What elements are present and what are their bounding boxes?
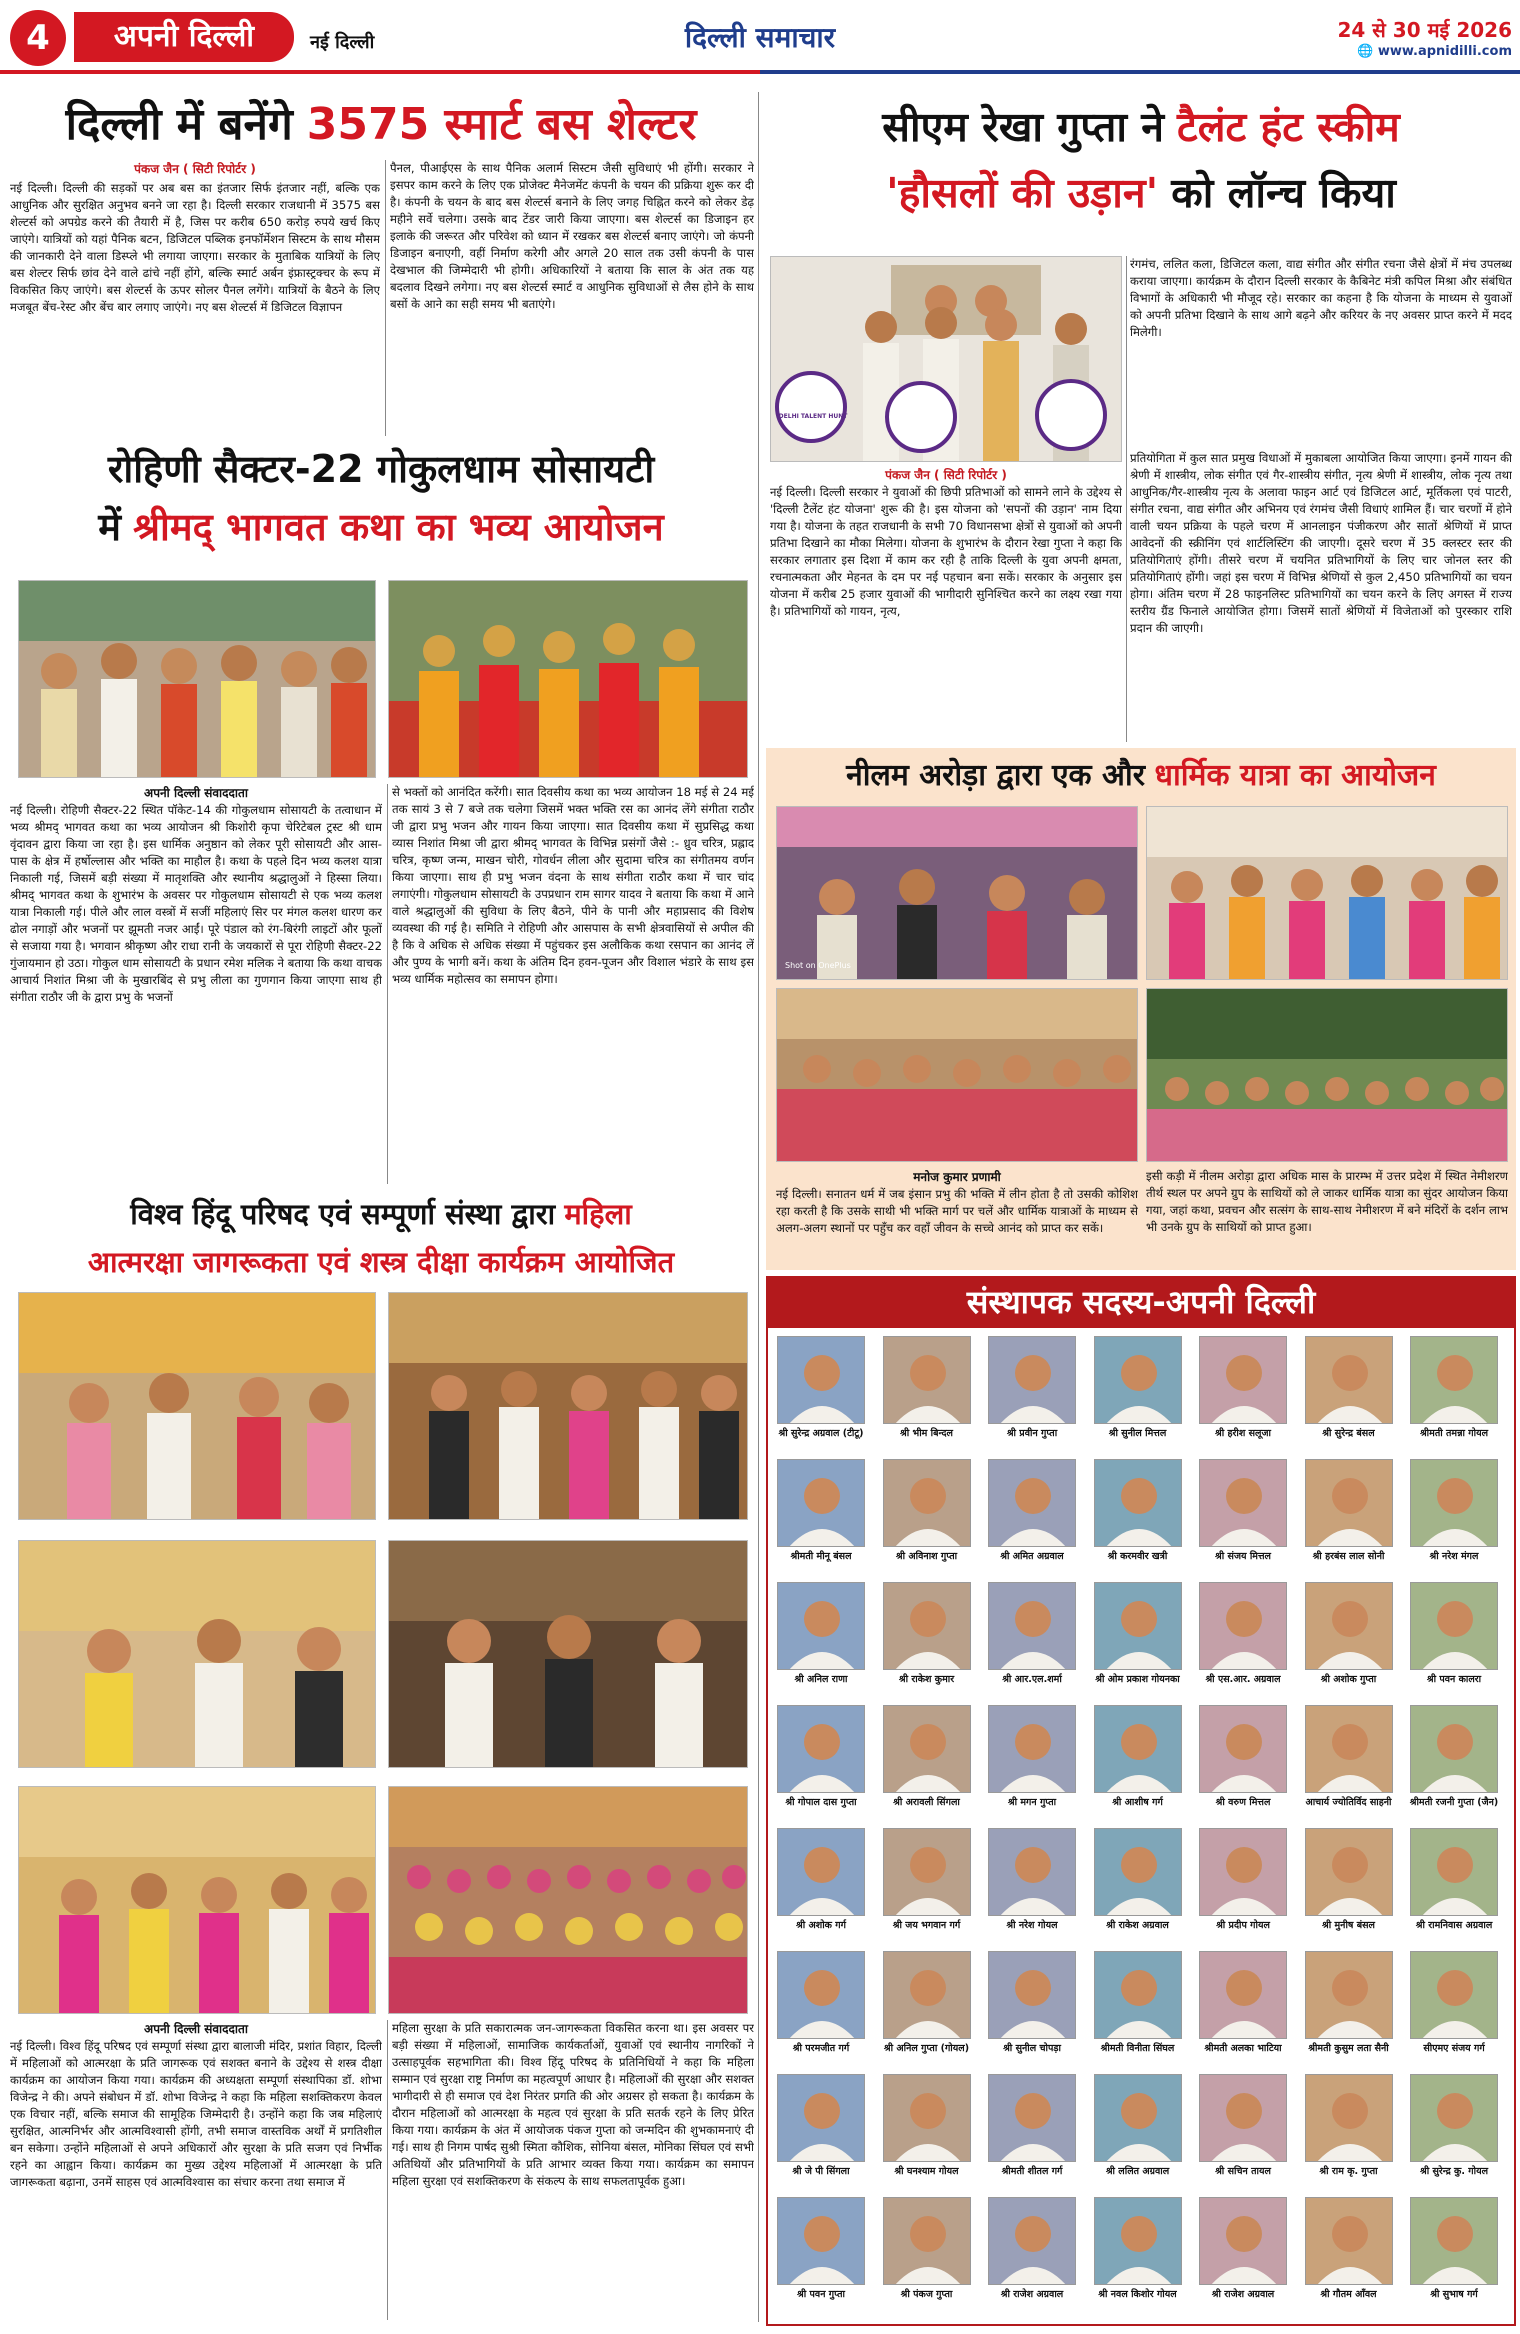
member-photo <box>1199 1336 1287 1424</box>
member-card <box>1300 1336 1398 1448</box>
member-photo <box>1305 2197 1393 2285</box>
member-name: आचार्य ज्योतिर्विद साहनी <box>1305 1797 1392 1808</box>
member-name: श्रीमती शीतल गर्ग <box>1001 2166 1063 2177</box>
story4-headline-line1-red: टैलंट हंट स्कीम <box>1177 103 1400 151</box>
website <box>1290 44 1512 59</box>
story1-col2: पैनल, पीआईएस के साथ पैनिक अलार्म सिस्टम जैसी सुविधाएं भी होंगी। सरकार ने इसपर काम करने के लिए एक प्रोजेक्ट मैनेजमेंट कंपनी के चयन की प्रक्रिया शुरू कर दी है। कंपनी के चयन के बाद बस शेल्टर्स बनाने के लिए जगह चिह्नित करने को लेकर डेढ़ महीने सर्वे चलेगा। उसके बाद टेंडर जारी किया जाएगा। बस शेल्टर्स का डिजाइन हर इलाके की जरूरत और परिवेश को ध्यान में रखकर बस शेल्टर्स बनाए जाएंगे। जो कंपनी डिजाइन बनाएगी, वहीं निर्माण करेगी और अगले 20 साल तक उसी कंपनी के पास देखभाल की जिम्मेदारी भी होगी। अधिकारियों ने बताया कि साल के अंत तक यह बदलाव दिखने लगेगा। नए बस शेल्टर्स स्मार्ट व आधुनिक सुविधाओं से लैस होने के साथ बसों के आने का सही समय भी बताएंगे। <box>390 161 754 311</box>
member-card <box>1089 2074 1187 2186</box>
story2-photo-kalash-yatra-1 <box>18 580 376 778</box>
member-card <box>983 1705 1081 1817</box>
member-name: श्री रामनिवास अग्रवाल <box>1415 1920 1493 1931</box>
member-photo <box>777 1459 865 1547</box>
story5-headline-black: नीलम अरोड़ा द्वारा एक और <box>846 758 1145 793</box>
member-name: श्री ललित अग्रवाल <box>1105 2166 1170 2177</box>
member-name: श्री सुरेन्द्र बंसल <box>1322 1428 1375 1439</box>
member-name: श्री अनिल राणा <box>794 1674 848 1685</box>
story4-headline-line2-red: 'हौसलों की उड़ान' <box>886 169 1159 217</box>
member-card <box>1194 2197 1292 2309</box>
paper-name: दिल्ली समाचार <box>684 21 836 54</box>
story5-photo-caption: Shot on OnePlus <box>785 961 851 970</box>
member-card <box>772 1336 870 1448</box>
story5-headline-red: धार्मिक यात्रा का आयोजन <box>1154 758 1436 793</box>
member-name: श्री राम कृ. गुप्ता <box>1319 2166 1378 2177</box>
member-card <box>772 1828 870 1940</box>
member-card <box>1405 2074 1503 2186</box>
member-card <box>878 1459 976 1571</box>
member-name: श्री आशीष गर्ग <box>1112 1797 1163 1808</box>
member-name: श्री नरेश मंगल <box>1429 1551 1479 1562</box>
member-name: श्री पवन कालरा <box>1426 1674 1482 1685</box>
member-name: श्रीमती तमन्ना गोयल <box>1419 1428 1489 1439</box>
member-photo <box>1094 1828 1182 1916</box>
member-card <box>1300 1582 1398 1694</box>
member-name: श्री अशोक गर्ग <box>796 1920 846 1931</box>
story1-headline-red: 3575 स्मार्ट बस शेल्टर <box>306 99 697 150</box>
member-card <box>1194 1705 1292 1817</box>
story4-headline-line1-black: सीएम रेखा गुप्ता ने <box>882 103 1164 151</box>
member-card <box>1300 2074 1398 2186</box>
member-photo <box>1410 1459 1498 1547</box>
member-name: श्री ओम प्रकाश गोयनका <box>1095 1674 1180 1685</box>
section-title: अपनी दिल्ली <box>74 12 294 62</box>
member-photo <box>1199 2197 1287 2285</box>
member-photo <box>883 1582 971 1670</box>
member-name: श्री सुभाष गर्ग <box>1430 2289 1478 2300</box>
member-card <box>772 1459 870 1571</box>
member-photo <box>1410 1336 1498 1424</box>
story3-divider <box>387 2020 388 2320</box>
member-card <box>1089 1951 1187 2063</box>
page-number-circle: 4 <box>10 10 66 66</box>
member-photo <box>1094 1459 1182 1547</box>
member-photo <box>1199 1459 1287 1547</box>
member-photo <box>1305 1582 1393 1670</box>
member-photo <box>777 1705 865 1793</box>
story5-col1: नई दिल्ली। सनातन धर्म में जब इंसान प्रभु की भक्ति में लीन होता है तो उसकी कोशिश रहा करती है कि उसके साथी भी भक्ति मार्ग पर चलें और धार्मिक यात्राओं के माध्यम से अलग-अलग स्थानों पर पहुँच कर वहाँ जीवन के सच्चे आनंद को प्राप्त कर सकें। <box>776 1187 1138 1235</box>
member-photo <box>1305 1459 1393 1547</box>
member-card <box>1405 1459 1503 1571</box>
member-photo <box>1199 2074 1287 2162</box>
member-name: श्री हरबंस लाल सोनी <box>1312 1551 1385 1562</box>
member-photo <box>1410 1582 1498 1670</box>
member-photo <box>988 1336 1076 1424</box>
member-name: श्री सुनील चोपड़ा <box>1003 2043 1061 2054</box>
member-card <box>1300 1705 1398 1817</box>
story4-headline-line2-black: को लॉन्च किया <box>1171 169 1396 217</box>
member-name: श्री गोपाल दास गुप्ता <box>785 1797 857 1808</box>
member-photo <box>988 1828 1076 1916</box>
story3-photo-5 <box>18 1786 376 2014</box>
member-card <box>1405 1582 1503 1694</box>
story2-col2: से भक्तों को आनंदित करेंगी। सात दिवसीय कथा का भव्य आयोजन 18 मई से 24 मई तक सायं 3 से 7 बजे तक चलेगा जिसमें भक्त भक्ति रस का आनंद लेंगे संगीता राठौर जी द्वारा प्रभु भजन और गायन किया जाएगा। सात दिवसीय कथा में सुप्रसिद्ध कथा व्यास निशांत मिश्रा जी द्वारा श्रीमद् भागवत के विभिन्न प्रसंगों जैसे :- ध्रुव चरित्र, प्रह्लाद चरित्र, कृष्ण जन्म, माखन चोरी, गोवर्धन लीला और सुदामा चरित्र का संगीतमय वर्णन किया जाएगा। साथ ही प्रभु भजन वंदना के साथ संगीता राठौर कथा में चार चांद लगाएंगी। गोकुलधाम सोसायटी के उपप्रधान राम सागर यादव ने बताया कि कथा में आने वाले श्रद्धालुओं की सुविधा के लिए बैठने, पीने के पानी और महाप्रसाद की विशेष व्यवस्था की गई है। समिति ने रोहिणी और आसपास के सभी क्षेत्रवासियों से अपील की है कि वे अधिक से अधिक संख्या में पहुंचकर इस अलौकिक कथा रसपान का आनंद लें और पुण्य के भागी बनें। कथा के अंतिम दिन हवन-पूजन और विशाल भंडारे के साथ इस भव्य धार्मिक महोत्सव का समापन होगा। <box>392 785 754 986</box>
member-name: श्री संजय मित्तल <box>1215 1551 1271 1562</box>
member-name: श्री एस.आर. अग्रवाल <box>1205 1674 1281 1685</box>
member-card <box>878 2197 976 2309</box>
member-photo <box>883 2074 971 2162</box>
member-photo <box>1410 1951 1498 2039</box>
member-photo <box>988 1705 1076 1793</box>
member-photo <box>1094 1336 1182 1424</box>
member-card <box>1194 1336 1292 1448</box>
member-name: श्रीमती अलका भाटिया <box>1204 2043 1282 2054</box>
member-photo <box>1094 1582 1182 1670</box>
member-photo <box>1305 1336 1393 1424</box>
story2-col1: नई दिल्ली। रोहिणी सैक्टर-22 स्थित पॉकेट-14 की गोकुलधाम सोसायटी के तत्वाधान में भव्य श्रीमद् भागवत कथा का भव्य आयोजन श्री किशोरी कृपा चेरिटेबल ट्रस्ट श्री धाम वृंदावन द्वारा किया जा रहा है। इस धार्मिक अनुष्ठान को लेकर पूरी सोसायटी और आस-पास के क्षेत्र में हर्षोल्लास और भक्ति का माहौल है। कथा के पहले दिन भव्य कलश यात्रा निकाली गई, जिसमें बड़ी संख्या में मातृशक्ति और स्थानीय श्रद्धालुओं ने हिस्सा लिया। श्रीमद् भागवत कथा के शुभारंभ के अवसर पर गोकुलधाम सोसायटी से एक भव्य कलश यात्रा निकाली गई। पीले और लाल वस्त्रों में सजीं महिलाएं सिर पर मंगल कलश धारण कर ढोल नगाड़ों और भजनों पर झूमती नजर आईं। पूरे पंडाल को रंग-बिरंगी लाइटों और फूलों से सजाया गया है। भगवान श्रीकृष्ण और राधा रानी के जयकारों से पूरा रोहिणी सैक्टर-22 गुंजायमान हो उठा। गोकुल धाम सोसायटी के प्रधान रमेश मलिक ने बताया कि कथा वाचक आचार्य निशांत मिश्रा जी के मुखारबिंद से प्रभु लीला का गुणगान किया जाएगा साथ ही संगीता राठौर जी के द्वारा प्रभु के भजनों <box>10 803 382 1004</box>
member-card <box>1089 2197 1187 2309</box>
story4-col-top: रंगमंच, ललित कला, डिजिटल कला, वाद्य संगीत और संगीत रचना जैसे क्षेत्रों में मंच उपलब्ध कराया जाएगा। कार्यक्रम के दौरान दिल्ली सरकार के कैबिनेट मंत्री कपिल मिश्रा और संबंधित विभागों के अधिकारी भी मौजूद रहे। सरकार का कहना है कि योजना के माध्यम से युवाओं को अपनी प्रतिभा दिखाने के साथ आगे बढ़ने और करियर के नए अवसर प्राप्त करने में मदद मिलेगी। <box>1130 257 1512 339</box>
member-name: श्री घनश्याम गोयल <box>894 2166 959 2177</box>
members-title: संस्थापक सदस्य-अपनी दिल्ली <box>766 1276 1516 1328</box>
member-photo <box>1094 1951 1182 2039</box>
member-name: श्री राजेश अग्रवाल <box>1000 2289 1064 2300</box>
member-card <box>878 1705 976 1817</box>
member-photo <box>1305 1828 1393 1916</box>
member-name: श्री अनिल गुप्ता (गोयल) <box>883 2043 970 2054</box>
story5-col2: इसी कड़ी में नीलम अरोड़ा द्वारा अधिक मास के प्रारम्भ में उत्तर प्रदेश में स्थित नेमीशरण तीर्थ स्थल पर अपने ग्रुप के साथियों को ले जाकर धार्मिक यात्रा का सुंदर आयोजन किया गया, जहां कथा, प्रवचन और सत्संग के साथ-साथ नेमीशरण में बने मंदिरों के दर्शन लाभ भी उनके ग्रुप के साथियों को प्राप्त हुआ। <box>1146 1169 1508 1234</box>
member-card <box>878 1951 976 2063</box>
member-name: श्री आर.एल.शर्मा <box>1002 1674 1062 1685</box>
member-photo <box>883 1459 971 1547</box>
member-card <box>1194 1459 1292 1571</box>
story1-headline <box>10 94 752 156</box>
member-name: श्री अशोक गुप्ता <box>1320 1674 1377 1685</box>
member-card <box>1300 1951 1398 2063</box>
story3-photo-6 <box>388 1786 748 2014</box>
member-name: श्रीमती रजनी गुप्ता (जैन) <box>1409 1797 1499 1808</box>
member-card <box>878 1828 976 1940</box>
masthead-red-bar <box>0 70 760 74</box>
member-name: श्री पवन गुप्ता <box>797 2289 845 2300</box>
story2-divider <box>387 784 388 1184</box>
member-name: श्री भीम बिन्दल <box>900 1428 953 1439</box>
member-name: श्रीमती विनीता सिंघल <box>1100 2043 1175 2054</box>
member-photo <box>1094 2197 1182 2285</box>
story3-headline <box>10 1190 752 1286</box>
member-card <box>1405 1336 1503 1448</box>
story3-col1: नई दिल्ली। विश्व हिंदू परिषद एवं सम्पूर्णा संस्था द्वारा बालाजी मंदिर, प्रशांत विहार, दिल्ली में महिलाओं को आत्मरक्षा के प्रति जागरूक एवं सशक्त बनाने के उद्देश्य से शस्त्र दीक्षा कार्यक्रम का आयोजन किया गया। कार्यक्रम की अध्यक्षता सम्पूर्णा संस्थापिका डॉ. शोभा विजेन्द्र ने की। अपने संबोधन में डॉ. शोभा विजेन्द्र ने कहा कि महिला सशक्तिकरण केवल एक विचार नहीं, बल्कि समाज की सामूहिक जिम्मेदारी है। उन्होंने कहा कि जब महिलाएं सुरक्षित, आत्मनिर्भर और आत्मविश्वासी होंगी, तभी समाज वास्तविक अर्थों में प्रगतिशील बन सकेगा। उन्होंने महिलाओं से अपने अधिकारों और सुरक्षा के प्रति सजग एवं निर्भीक रहने का आह्वान किया। कार्यक्रम का मुख्य उद्देश्य महिलाओं में आत्मरक्षा के प्रति जागरूकता बढ़ाना, उनमें साहस एवं आत्मविश्वास का संचार करना तथा समाज में <box>10 2039 382 2189</box>
member-card <box>878 1336 976 1448</box>
story4-photo-sign: DELHI TALENT HUNT <box>778 413 848 420</box>
member-name: श्री मुनीष बंसल <box>1322 1920 1375 1931</box>
member-card <box>983 1828 1081 1940</box>
member-photo <box>777 1582 865 1670</box>
member-card <box>1089 1828 1187 1940</box>
member-card <box>1089 1459 1187 1571</box>
story3-photo-4 <box>388 1540 748 1768</box>
member-name: श्री सुनील मित्तल <box>1108 1428 1167 1439</box>
member-name: श्री गौतम आँवल <box>1320 2289 1377 2300</box>
member-photo <box>1199 1828 1287 1916</box>
story4-divider <box>1126 256 1127 742</box>
member-photo <box>988 2197 1076 2285</box>
member-card <box>1194 1951 1292 2063</box>
story4-photo-launch <box>770 256 1122 462</box>
member-photo <box>1199 1951 1287 2039</box>
member-card <box>1300 2197 1398 2309</box>
member-photo <box>777 1336 865 1424</box>
member-photo <box>883 1705 971 1793</box>
member-name: श्री सुरेन्द्र कु. गोयल <box>1419 2166 1489 2177</box>
member-card <box>878 2074 976 2186</box>
member-card <box>983 1951 1081 2063</box>
story1-byline: पंकज जैन ( सिटी रिपोर्टर ) <box>134 162 256 176</box>
member-card <box>1405 1951 1503 2063</box>
member-photo <box>883 1828 971 1916</box>
member-name: श्री मगन गुप्ता <box>1007 1797 1057 1808</box>
member-photo <box>988 1459 1076 1547</box>
member-card <box>878 1582 976 1694</box>
column-divider <box>758 92 759 2322</box>
member-photo <box>883 1336 971 1424</box>
story5-photo-3 <box>776 988 1138 1162</box>
city-label: नई दिल्ली <box>310 32 375 53</box>
member-card <box>772 1951 870 2063</box>
story1-divider <box>385 160 386 436</box>
member-card <box>1089 1705 1187 1817</box>
member-name: श्रीमती मीनू बंसल <box>790 1551 852 1562</box>
story4-headline <box>770 94 1512 226</box>
member-photo <box>1094 1705 1182 1793</box>
story5-photo-2 <box>1146 806 1508 980</box>
member-card <box>1089 1582 1187 1694</box>
member-card <box>983 1336 1081 1448</box>
member-photo <box>1305 2074 1393 2162</box>
member-photo <box>777 2074 865 2162</box>
member-photo <box>1305 1951 1393 2039</box>
member-card <box>1405 2197 1503 2309</box>
member-name: श्री प्रदीप गोयल <box>1216 1920 1270 1931</box>
member-photo <box>777 2197 865 2285</box>
member-card <box>1194 1828 1292 1940</box>
member-card <box>772 1582 870 1694</box>
story1-col1: नई दिल्ली। दिल्ली की सड़कों पर अब बस का इंतजार सिर्फ इंतजार नहीं, बल्कि एक आधुनिक और सुरक्षित अनुभव बनने जा रहा है। दिल्ली सरकार राजधानी में 3575 बस शेल्टर्स को अपग्रेड करने की तैयारी में है, जिस पर करीब 650 करोड़ रुपये खर्च किए जाएंगे। यात्रियों को यहां पैनिक बटन, डिजिटल पब्लिक इनफॉर्मेशन सिस्टम के साथ मौसम की जानकारी देने वाला डिस्प्ले भी लगाया जाएगा। सरकार के मुताबिक यात्रियों के लिए बस शेल्टर सिर्फ छांव देने वाले ढांचे नहीं होंगे, बल्कि स्मार्ट अर्बन इंफ्रास्ट्रक्चर के रूप में विकसित किए जाएंगे। बस शेल्टर्स के ऊपर सोलर पैनल लगेंगे। यात्रियों के बैठने के लिए मजबूत बेंच-रेस्ट और बेंच बार लगाए जाएंगे। नए बस शेल्टर्स में डिजिटल विज्ञापन <box>10 181 380 314</box>
masthead-blue-bar <box>760 70 1520 74</box>
member-card <box>1194 2074 1292 2186</box>
member-name: सीएमए संजय गर्ग <box>1423 2043 1485 2054</box>
member-photo <box>988 1951 1076 2039</box>
member-card <box>772 2197 870 2309</box>
story3-photo-2 <box>388 1292 748 1520</box>
story5-headline <box>770 752 1512 800</box>
member-name: श्री नरेश गोयल <box>1006 1920 1058 1931</box>
member-name: श्री हरीश सलूजा <box>1214 1428 1272 1439</box>
story3-byline: अपनी दिल्ली संवाददाता <box>144 2022 248 2036</box>
globe-icon: 🌐 <box>1357 44 1374 59</box>
member-name: श्री राकेश अग्रवाल <box>1106 1920 1169 1931</box>
story3-photo-3 <box>18 1540 376 1768</box>
story3-col2: महिला सुरक्षा के प्रति सकारात्मक जन-जागरूकता विकसित करना था। इस अवसर पर बड़ी संख्या में महिलाओं, सामाजिक कार्यकर्ताओं, युवाओं एवं स्थानीय नागरिकों ने उत्साहपूर्वक सहभागिता की। विश्व हिंदू परिषद के प्रतिनिधियों ने कहा कि महिला सम्मान एवं सुरक्षा राष्ट्र निर्माण का महत्वपूर्ण आधार है। महिलाओं की सुरक्षा और सशक्त भागीदारी से ही समाज एवं देश निरंतर प्रगति की ओर अग्रसर हो सकता है। कार्यक्रम के दौरान महिलाओं को आत्मरक्षा के महत्व एवं सुरक्षा के प्रति सतर्क रहने के लिए प्रेरित किया गया। कार्यक्रम के अंत में आयोजक पंकज गुप्ता को जन्मदिन की शुभकामनाएं दी गई। साथ ही निगम पार्षद सुश्री स्मिता कौशिक, सोनिया बंसल, मोनिका सिंघल एवं सभी अतिथियों और प्रतिभागियों के प्रति आभार व्यक्त किया गया। कार्यक्रम का समापन महिला सुरक्षा एवं सशक्तिकरण के संकल्प के साथ सफलतापूर्वक हुआ। <box>392 2021 754 2188</box>
member-name: श्री प्रवीन गुप्ता <box>1006 1428 1058 1439</box>
member-name: श्री राजेश अग्रवाल <box>1211 2289 1275 2300</box>
member-card <box>983 2197 1081 2309</box>
member-photo <box>988 2074 1076 2162</box>
member-photo <box>777 1828 865 1916</box>
member-photo <box>883 1951 971 2039</box>
member-name: श्री राकेश कुमार <box>898 1674 955 1685</box>
story2-headline <box>10 440 752 556</box>
member-card <box>1194 1582 1292 1694</box>
member-photo <box>883 2197 971 2285</box>
story4-col-right: प्रतियोगिता में कुल सात प्रमुख विधाओं में मुकाबला आयोजित किया जाएगा। इनमें गायन की श्रेणी में शास्त्रीय, लोक संगीत एवं गैर-शास्त्रीय संगीत, नृत्य श्रेणी में शास्त्रीय, लोक नृत्य तथा आधुनिक/गैर-शास्त्रीय नृत्य के अलावा फाइन आर्ट एवं डिजिटल आर्ट, मूर्तिकला एवं पाटरी, संगीत रचना, वाद्य संगीत और अभिनय एवं रंगमंच जैसी विधाएं शामिल हैं। चार चरणों में होने वाली चयन प्रक्रिया के पहले चरण में आनलाइन पंजीकरण और सातों श्रेणियों में प्राप्त आवेदनों की स्क्रीनिंग एवं शार्टलिस्टिंग की जाएगी। दूसरे चरण में 35 क्लस्टर स्तर की प्रतियोगिताएं होंगी। तीसरे चरण में चयनित प्रतिभागियों के लिए चार जोनल स्तर की प्रतियोगिताएं होंगी। जहां इस चरण में विभिन्न श्रेणियों से कुल 2,450 प्रतिभागियों का चयन होगा। अंतिम चरण में 28 फाइनलिस्ट प्रतिभागियों का चयन करने के लिए अगस्त में राज्य स्तरीय ग्रैंड फिनाले आयोजित होगा। जिसमें सातों श्रेणियों में विजेताओं को पुरस्कार राशि प्रदान की जाएगी। <box>1130 451 1512 635</box>
story3-headline-line2-red: आत्मरक्षा जागरूकता एवं शस्त्र दीक्षा कार्यक्रम आयोजित <box>87 1245 675 1279</box>
story2-headline-line2-red: श्रीमद् भागवत कथा का भव्य आयोजन <box>133 505 664 549</box>
masthead <box>0 0 1520 92</box>
member-photo <box>777 1951 865 2039</box>
member-card <box>1300 1459 1398 1571</box>
member-photo <box>1305 1705 1393 1793</box>
member-name: श्री परमजीत गर्ग <box>792 2043 850 2054</box>
member-card <box>983 1582 1081 1694</box>
story1-headline-black: दिल्ली में बनेंगे <box>65 99 293 150</box>
member-card <box>1405 1705 1503 1817</box>
member-name: श्री सुरेन्द्र अग्रवाल (टीटू) <box>778 1428 864 1439</box>
member-card <box>772 2074 870 2186</box>
story3-headline-line1-black: विश्व हिंदू परिषद एवं सम्पूर्णा संस्था द्वारा <box>130 1197 556 1231</box>
member-name: श्री अविनाश गुप्ता <box>895 1551 958 1562</box>
member-card <box>983 2074 1081 2186</box>
story5-byline: मनोज कुमार प्रणामी <box>913 1170 1001 1184</box>
story2-headline-line1: रोहिणी सैक्टर-22 गोकुलधाम सोसायटी <box>107 447 655 491</box>
member-name: श्री अरावली सिंगला <box>893 1797 960 1808</box>
member-name: श्री सचिन तायल <box>1215 2166 1271 2177</box>
member-card <box>1089 1336 1187 1448</box>
member-card <box>772 1705 870 1817</box>
story3-headline-line1-red: महिला <box>564 1197 632 1231</box>
member-photo <box>1094 2074 1182 2162</box>
member-photo <box>1410 1828 1498 1916</box>
story4-col-left: नई दिल्ली। दिल्ली सरकार ने युवाओं की छिपी प्रतिभाओं को सामने लाने के उद्देश्य से 'दिल्ली टैलेंट हंट योजना' शुरू की है। इस योजना को 'सपनों की उड़ान' नाम दिया गया है। योजना के तहत राजधानी के सभी 70 विधानसभा क्षेत्रों से युवाओं को अपनी प्रतिभा दिखाने का मौका मिलेगा। योजना के शुभारंभ के दौरान रेखा गुप्ता ने कहा कि सरकार लगातार इस दिशा में काम कर रही है ताकि दिल्ली के युवा अपनी क्षमता, रचनात्मकता और मेहनत के दम पर नई पहचान बना सकें। सरकार के अनुसार इस योजना में करीब 25 हजार युवाओं की भागीदारी सुनिश्चित करने का लक्ष्य रखा गया है। प्रतिभागियों को गायन, नृत्य, <box>770 485 1122 618</box>
story5-photo-1 <box>776 806 1138 980</box>
story2-photo-kalash-yatra-2 <box>388 580 748 778</box>
date-range: 24 से 30 मई 2026 <box>1337 18 1512 42</box>
story2-headline-line2-black: में <box>98 505 121 549</box>
member-name: श्री नवल किशोर गोयल <box>1098 2289 1177 2300</box>
member-name: श्री वरुण मित्तल <box>1215 1797 1271 1808</box>
member-photo <box>1410 1705 1498 1793</box>
member-card <box>1405 1828 1503 1940</box>
member-photo <box>988 1582 1076 1670</box>
member-card <box>983 1459 1081 1571</box>
member-photo <box>1199 1582 1287 1670</box>
member-name: श्री जे पी सिंगला <box>792 2166 850 2177</box>
story4-byline: पंकज जैन ( सिटी रिपोर्टर ) <box>885 468 1007 482</box>
member-name: श्री करमवीर खत्री <box>1107 1551 1168 1562</box>
member-photo <box>1199 1705 1287 1793</box>
members-grid <box>772 1336 1512 2320</box>
website-text: www.apnidilli.com <box>1377 44 1512 59</box>
story2-byline: अपनी दिल्ली संवाददाता <box>144 786 248 800</box>
member-photo <box>1410 2197 1498 2285</box>
member-name: श्री पंकज गुप्ता <box>900 2289 953 2300</box>
story5-photo-4 <box>1146 988 1508 1162</box>
member-card <box>1300 1828 1398 1940</box>
member-name: श्रीमती कुसुम लता सैनी <box>1308 2043 1389 2054</box>
member-name: श्री अमित अग्रवाल <box>1000 1551 1064 1562</box>
story3-photo-1 <box>18 1292 376 1520</box>
member-name: श्री जय भगवान गर्ग <box>892 1920 961 1931</box>
member-photo <box>1410 2074 1498 2162</box>
